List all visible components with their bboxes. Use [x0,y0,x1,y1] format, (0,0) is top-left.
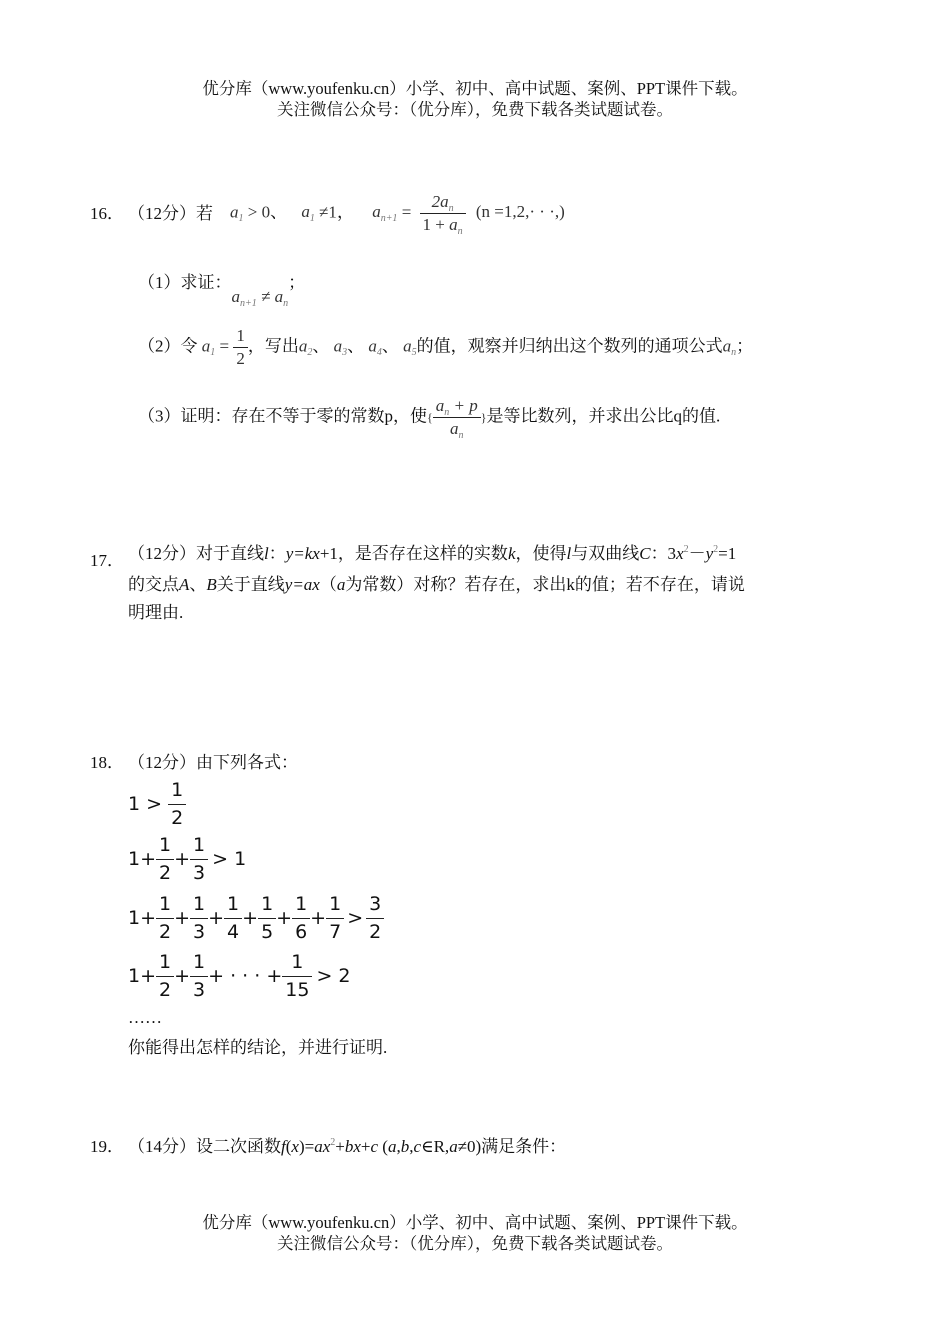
q18-inequality-2: 1+ $\frac{1}{2}$ + $\frac{1}{3}$ > 1 [128,834,247,884]
q16-part2: （2）令 $a_1$ = $\frac{1}{2}$ ，写出$a_2$、 $a_3$、 $a_4$、 $a_5$的值，观察并归纳出这个数列的通项公式$a_n$； [138,326,754,368]
q16-part3: （3）证明：存在不等于零的常数p，使{ $\frac{a_n + p}{a_n}$ }是等比数列，并求出公比q的值. [138,396,721,441]
q16-half-fraction: $\frac{1}{2}$ [233,326,248,369]
q17-number: 17． [90,551,124,570]
q16-number: 16． [90,204,124,223]
q17-text: （12分）对于直线l：y=kx+1，是否存在这样的实数k，使得l与双曲线C：$3x^2-y^2=1$ 的交点A、B关于直线y=ax（a为常数）对称？若存在，求出k的值；若不存在，请说 明理由. [128,544,745,622]
q16-part1: （1）求证：$a_{n+1} \ne a_n$； [138,273,306,309]
frac-1-2: $\frac{1}{2}$ [168,778,186,831]
q18-conclusion: 你能得出怎样的结论，并进行证明. [128,1038,388,1057]
q19-number: 19． [90,1137,124,1156]
q18-inequality-3: 1+ $\frac{1}{2}$ + $\frac{1}{3}$ + $\frac{1}{4}$ + $\frac{1}{5}$ + $\frac{1}{6}$ + $\frac{1}{7}$ > $\frac{3}{2}$ [128,892,384,945]
q18-inequality-4: 1+ $\frac{1}{2}$ + $\frac{1}{3}$ + · · · + $\frac{1}{15}$ > 2 [128,951,351,1001]
q16-score: （12分）若 [128,204,213,223]
header-line-2: 关注微信公众号：（优分库），免费下载各类试题试卷。 [277,100,673,119]
footer-line-1: 优分库（www.youfenku.cn）小学、初中、高中试题、案例、PPT课件下载。 [202,1213,748,1232]
q16-ratio-fraction: $\frac{a_n + p}{a_n}$ [433,396,481,439]
q16-recurrence-fraction: $\frac{2a_n}{1 + a_n}$ [420,192,466,235]
q18-inequality-1: 1 > $\frac{1}{2}$ [128,778,186,831]
q18-intro: （12分）由下列各式： [128,753,298,772]
header-line-1: 优分库（www.youfenku.cn）小学、初中、高中试题、案例、PPT课件下载。 [202,79,748,98]
page-footer [0,1212,950,1254]
footer-line-2: 关注微信公众号：（优分库），免费下载各类试题试卷。 [277,1234,673,1253]
q18-ellipsis: …… [128,1008,162,1027]
q16-condition: $a_1 > 0$、 $a_1 \ne 1$， $a_{n+1}$ = $\frac{2a_n}{1 + a_n}$ (n =1,2,· · ·,) [230,192,565,237]
q19-text: （14分）设二次函数$f(x)=ax^2+bx+c$ (a,b,c∈R,a≠0)满足条件： [128,1137,567,1156]
q18-number: 18． [90,753,124,772]
page-header [0,78,950,120]
